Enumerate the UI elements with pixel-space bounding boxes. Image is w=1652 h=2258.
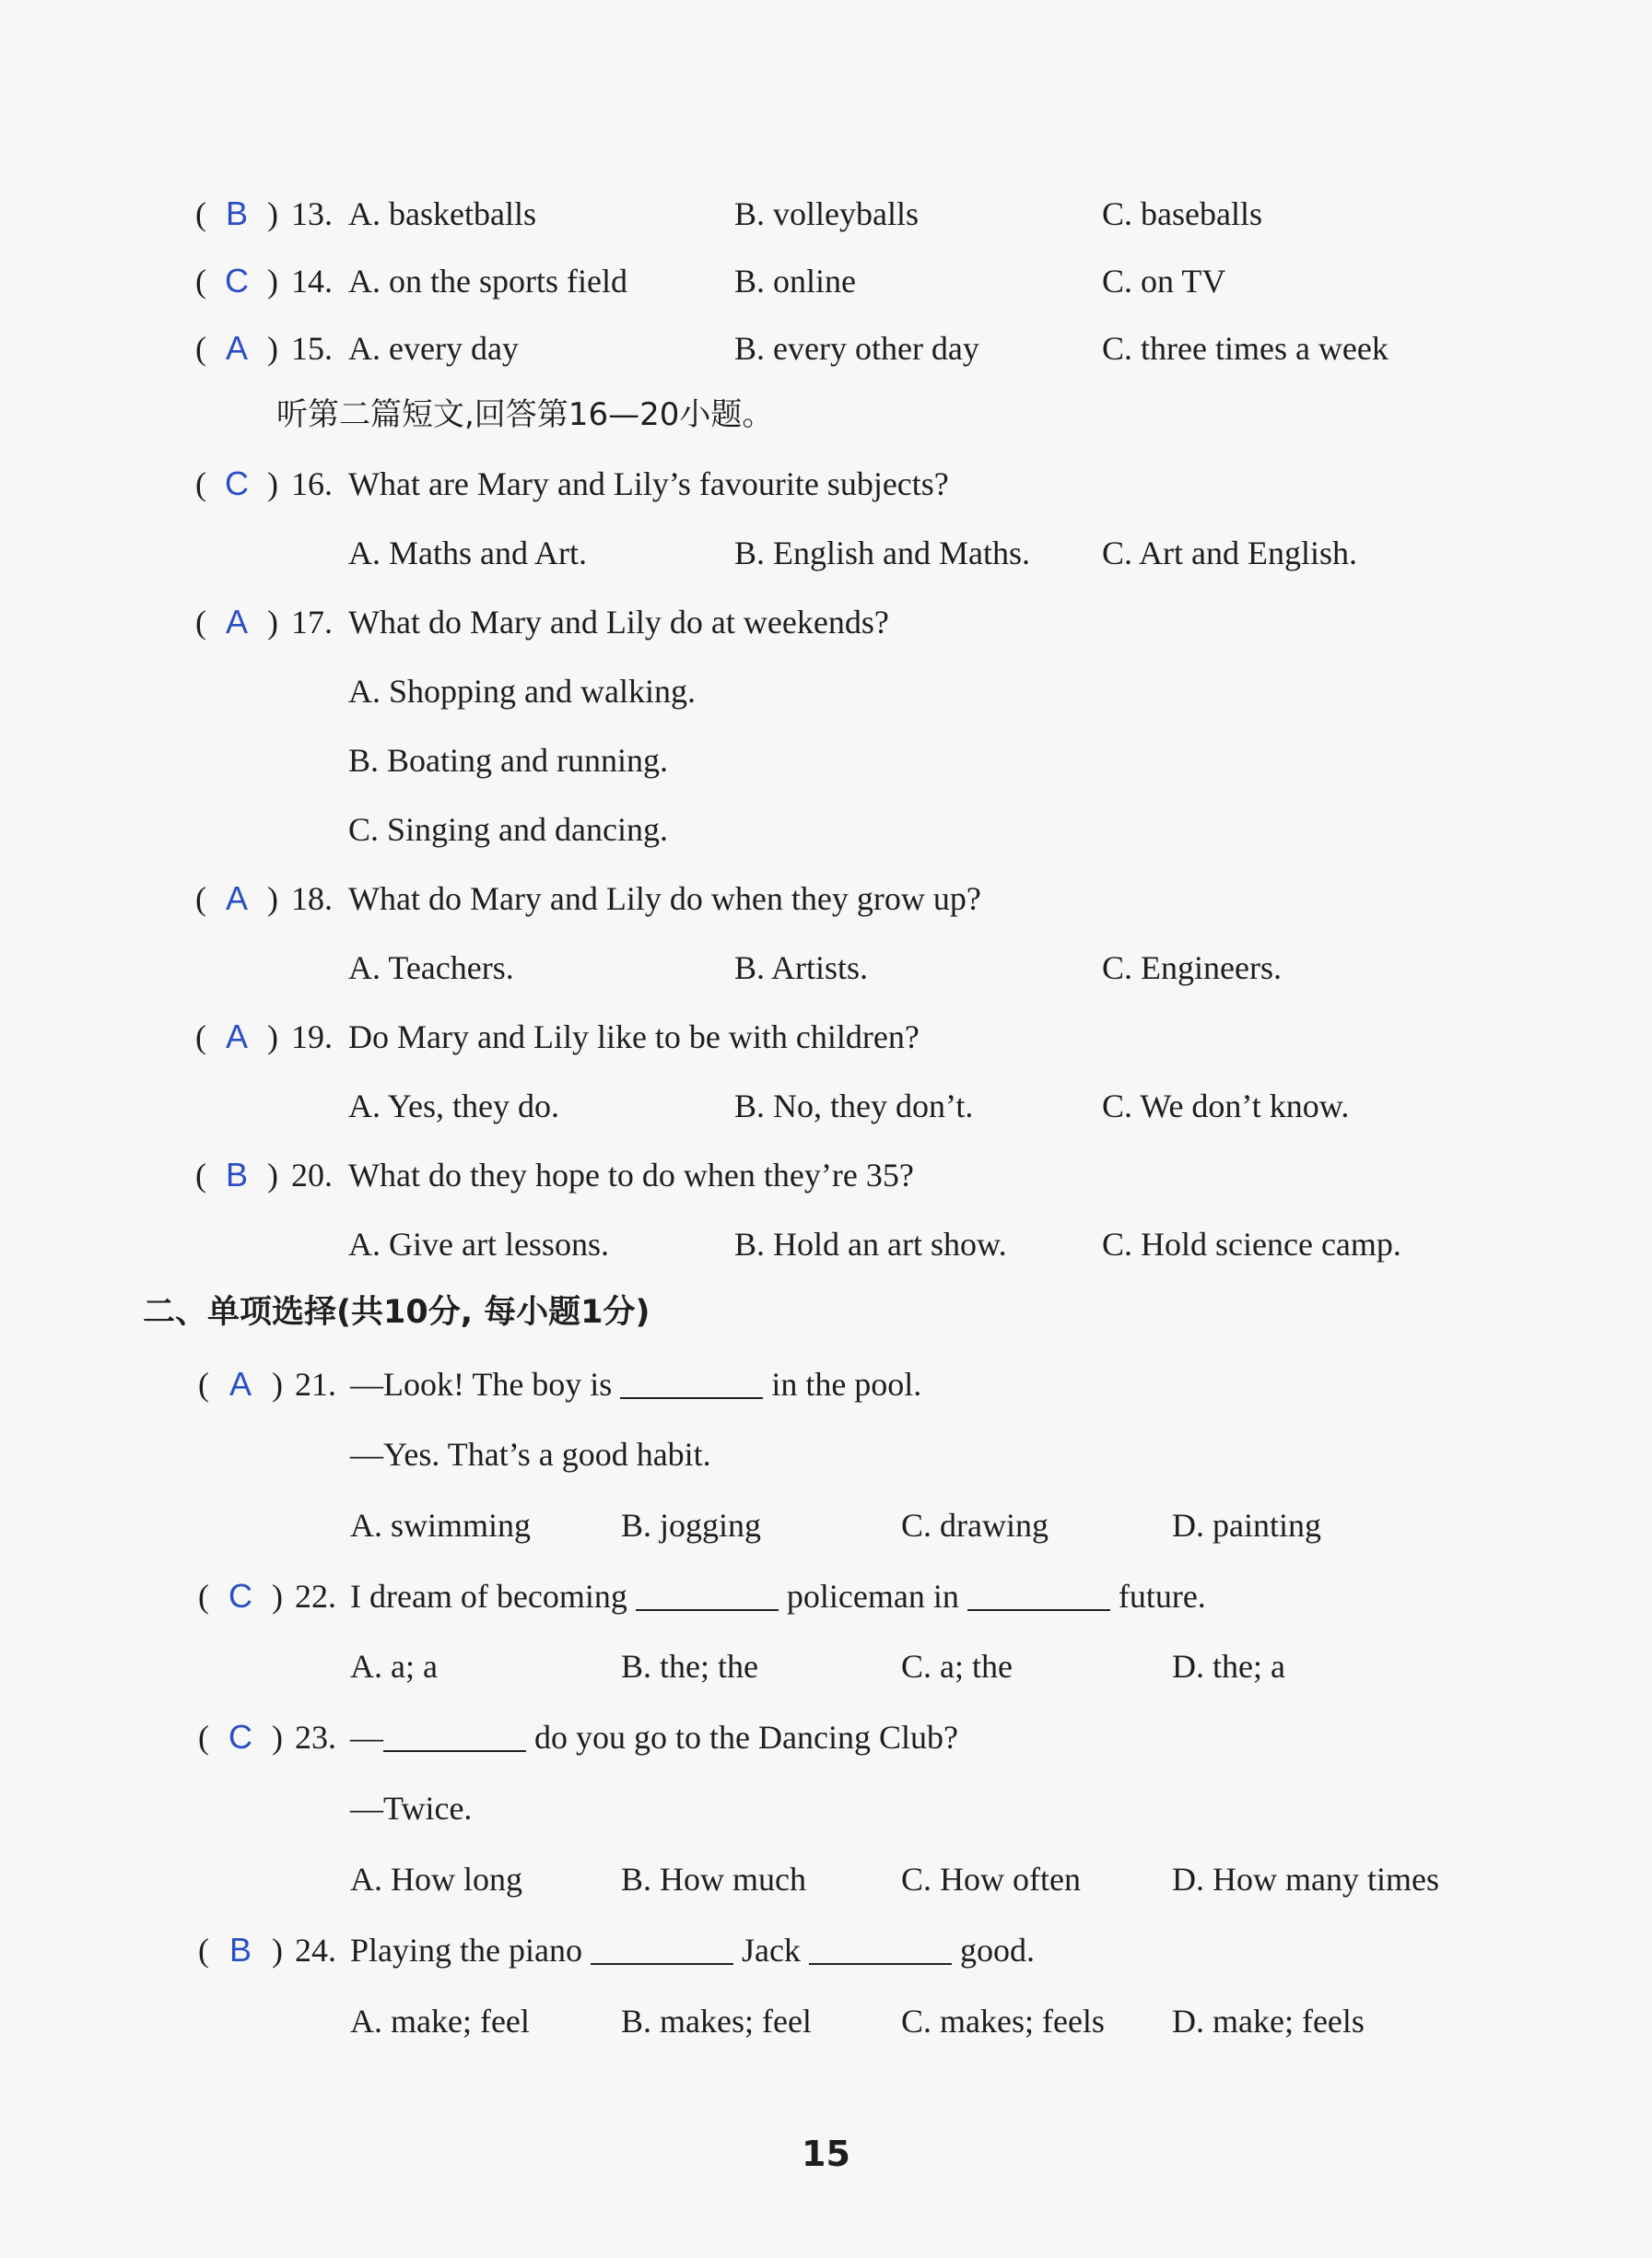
page-number: 15 <box>802 2134 850 2174</box>
option-b: B. Hold an art show. <box>734 1226 1007 1263</box>
answer-14: C <box>225 262 249 300</box>
question-13: ( B ) 13. A. basketballs B. volleyballs C. baseballs <box>0 186 1652 241</box>
option-c: C. Art and English. <box>1102 535 1357 571</box>
question-23-reply <box>0 1781 1652 1836</box>
option-c: C. Hold science camp. <box>1102 1226 1401 1263</box>
question-number: 24. <box>295 1932 336 1969</box>
option-a: A. basketballs <box>348 195 536 232</box>
option-b: B. makes; feel <box>621 2003 812 2040</box>
option-a: A. Maths and Art. <box>348 535 587 571</box>
passage-intro: 听第二篇短文,回答第16—20小题。 <box>276 396 774 433</box>
answer-19: A <box>225 1017 248 1055</box>
question-22-options <box>0 1639 1652 1694</box>
question-18: ( A ) 18. What do Mary and Lily do when they grow up? <box>0 871 1652 926</box>
question-17-option-a <box>0 664 1652 719</box>
answer-blank <box>636 1572 779 1611</box>
question-16-options <box>0 525 1652 581</box>
question-17-option-b <box>0 733 1652 788</box>
reply-text: —Twice. <box>350 1790 473 1827</box>
question-number: 15. <box>291 330 333 367</box>
question-text: Do Mary and Lily like to be with children? <box>348 1018 920 1055</box>
option-c: C. three times a week <box>1102 330 1388 367</box>
option-d: D. make; feels <box>1172 2003 1365 2040</box>
option-b: B. the; the <box>621 1648 758 1685</box>
answer-blank <box>809 1926 952 1965</box>
question-23-options <box>0 1852 1652 1907</box>
question-number: 18. <box>291 880 333 917</box>
answer-24: B <box>228 1931 252 1969</box>
answer-15: A <box>225 329 248 367</box>
answer-blank <box>591 1926 733 1965</box>
option-a: A. a; a <box>350 1648 438 1685</box>
option-c: C. makes; feels <box>901 2003 1105 2040</box>
option-d: D. How many times <box>1172 1861 1439 1898</box>
question-23: ( C ) 23. — do you go to the Dancing Club? <box>0 1710 1652 1765</box>
question-19: ( A ) 19. Do Mary and Lily like to be with children? <box>0 1009 1652 1064</box>
option-b: B. How much <box>621 1861 806 1898</box>
question-number: 16. <box>291 465 333 502</box>
section-title: 二、单项选择(共10分, 每小题1分) <box>143 1294 650 1331</box>
option-b: B. Boating and running. <box>348 742 668 779</box>
question-text: What do Mary and Lily do when they grow up? <box>348 880 981 917</box>
answer-16: C <box>225 465 249 502</box>
option-b: B. No, they don’t. <box>734 1088 974 1124</box>
question-number: 19. <box>291 1018 333 1055</box>
question-22: ( C ) 22. I dream of becoming policeman in future. <box>0 1569 1652 1624</box>
answer-blank <box>383 1713 526 1752</box>
question-20-options <box>0 1217 1652 1272</box>
option-c: C. on TV <box>1102 263 1226 300</box>
option-b: B. Artists. <box>734 949 869 986</box>
question-text: What do Mary and Lily do at weekends? <box>348 604 889 641</box>
question-number: 22. <box>295 1578 336 1615</box>
question-16: ( C ) 16. What are Mary and Lily’s favourite subjects? <box>0 456 1652 512</box>
answer-13: B <box>225 194 248 232</box>
question-number: 13. <box>291 195 333 232</box>
question-number: 17. <box>291 604 333 641</box>
answer-18: A <box>225 879 248 917</box>
option-b: B. English and Maths. <box>734 535 1030 571</box>
answer-22: C <box>228 1577 252 1615</box>
option-a: A. make; feel <box>350 2003 530 2040</box>
option-b: B. online <box>734 263 856 300</box>
question-19-options <box>0 1078 1652 1134</box>
reply-text: —Yes. That’s a good habit. <box>350 1436 711 1473</box>
question-21-options <box>0 1498 1652 1553</box>
question-text: — do you go to the Dancing Club? <box>350 1710 958 1765</box>
option-a: A. Give art lessons. <box>348 1226 609 1263</box>
option-c: C. Engineers. <box>1102 949 1282 986</box>
question-number: 20. <box>291 1157 333 1194</box>
answer-21: A <box>228 1365 252 1403</box>
answer-23: C <box>228 1718 252 1756</box>
option-b: B. jogging <box>621 1507 762 1544</box>
option-c: C. We don’t know. <box>1102 1088 1350 1124</box>
question-17-option-c <box>0 802 1652 857</box>
option-c: C. How often <box>901 1861 1081 1898</box>
question-18-options <box>0 940 1652 995</box>
option-a: A. on the sports field <box>348 263 627 300</box>
question-text: What do they hope to do when they’re 35? <box>348 1157 914 1194</box>
option-c: C. baseballs <box>1102 195 1262 232</box>
question-text: What are Mary and Lily’s favourite subjects? <box>348 465 949 502</box>
option-a: A. Shopping and walking. <box>348 673 696 710</box>
option-a: A. Teachers. <box>348 949 514 986</box>
question-text: Playing the piano Jack good. <box>350 1923 1035 1978</box>
question-15: ( A ) 15. A. every day B. every other day C. three times a week <box>0 321 1652 376</box>
answer-blank <box>620 1360 763 1399</box>
question-24-options <box>0 1993 1652 2049</box>
question-17: ( A ) 17. What do Mary and Lily do at weekends? <box>0 594 1652 650</box>
question-20: ( B ) 20. What do they hope to do when they’re 35? <box>0 1147 1652 1203</box>
question-text: —Look! The boy is in the pool. <box>350 1357 921 1412</box>
question-number: 21. <box>295 1366 336 1403</box>
option-a: A. every day <box>348 330 519 367</box>
question-21-reply <box>0 1427 1652 1482</box>
answer-17: A <box>225 603 248 641</box>
option-b: B. every other day <box>734 330 979 367</box>
option-d: D. the; a <box>1172 1648 1285 1685</box>
question-14: ( C ) 14. A. on the sports field B. online C. on TV <box>0 253 1652 309</box>
option-d: D. painting <box>1172 1507 1321 1544</box>
option-a: A. How long <box>350 1861 522 1898</box>
question-number: 14. <box>291 263 333 300</box>
option-a: A. Yes, they do. <box>348 1088 560 1124</box>
question-text: I dream of becoming policeman in future. <box>350 1569 1206 1624</box>
answer-blank <box>967 1572 1110 1611</box>
option-b: B. volleyballs <box>734 195 919 232</box>
option-c: C. Singing and dancing. <box>348 811 668 848</box>
question-21: ( A ) 21. —Look! The boy is in the pool. <box>0 1357 1652 1412</box>
option-a: A. swimming <box>350 1507 532 1544</box>
option-c: C. drawing <box>901 1507 1049 1544</box>
question-number: 23. <box>295 1719 336 1756</box>
option-c: C. a; the <box>901 1648 1013 1685</box>
question-24: ( B ) 24. Playing the piano Jack good. <box>0 1923 1652 1978</box>
answer-20: B <box>225 1156 248 1194</box>
